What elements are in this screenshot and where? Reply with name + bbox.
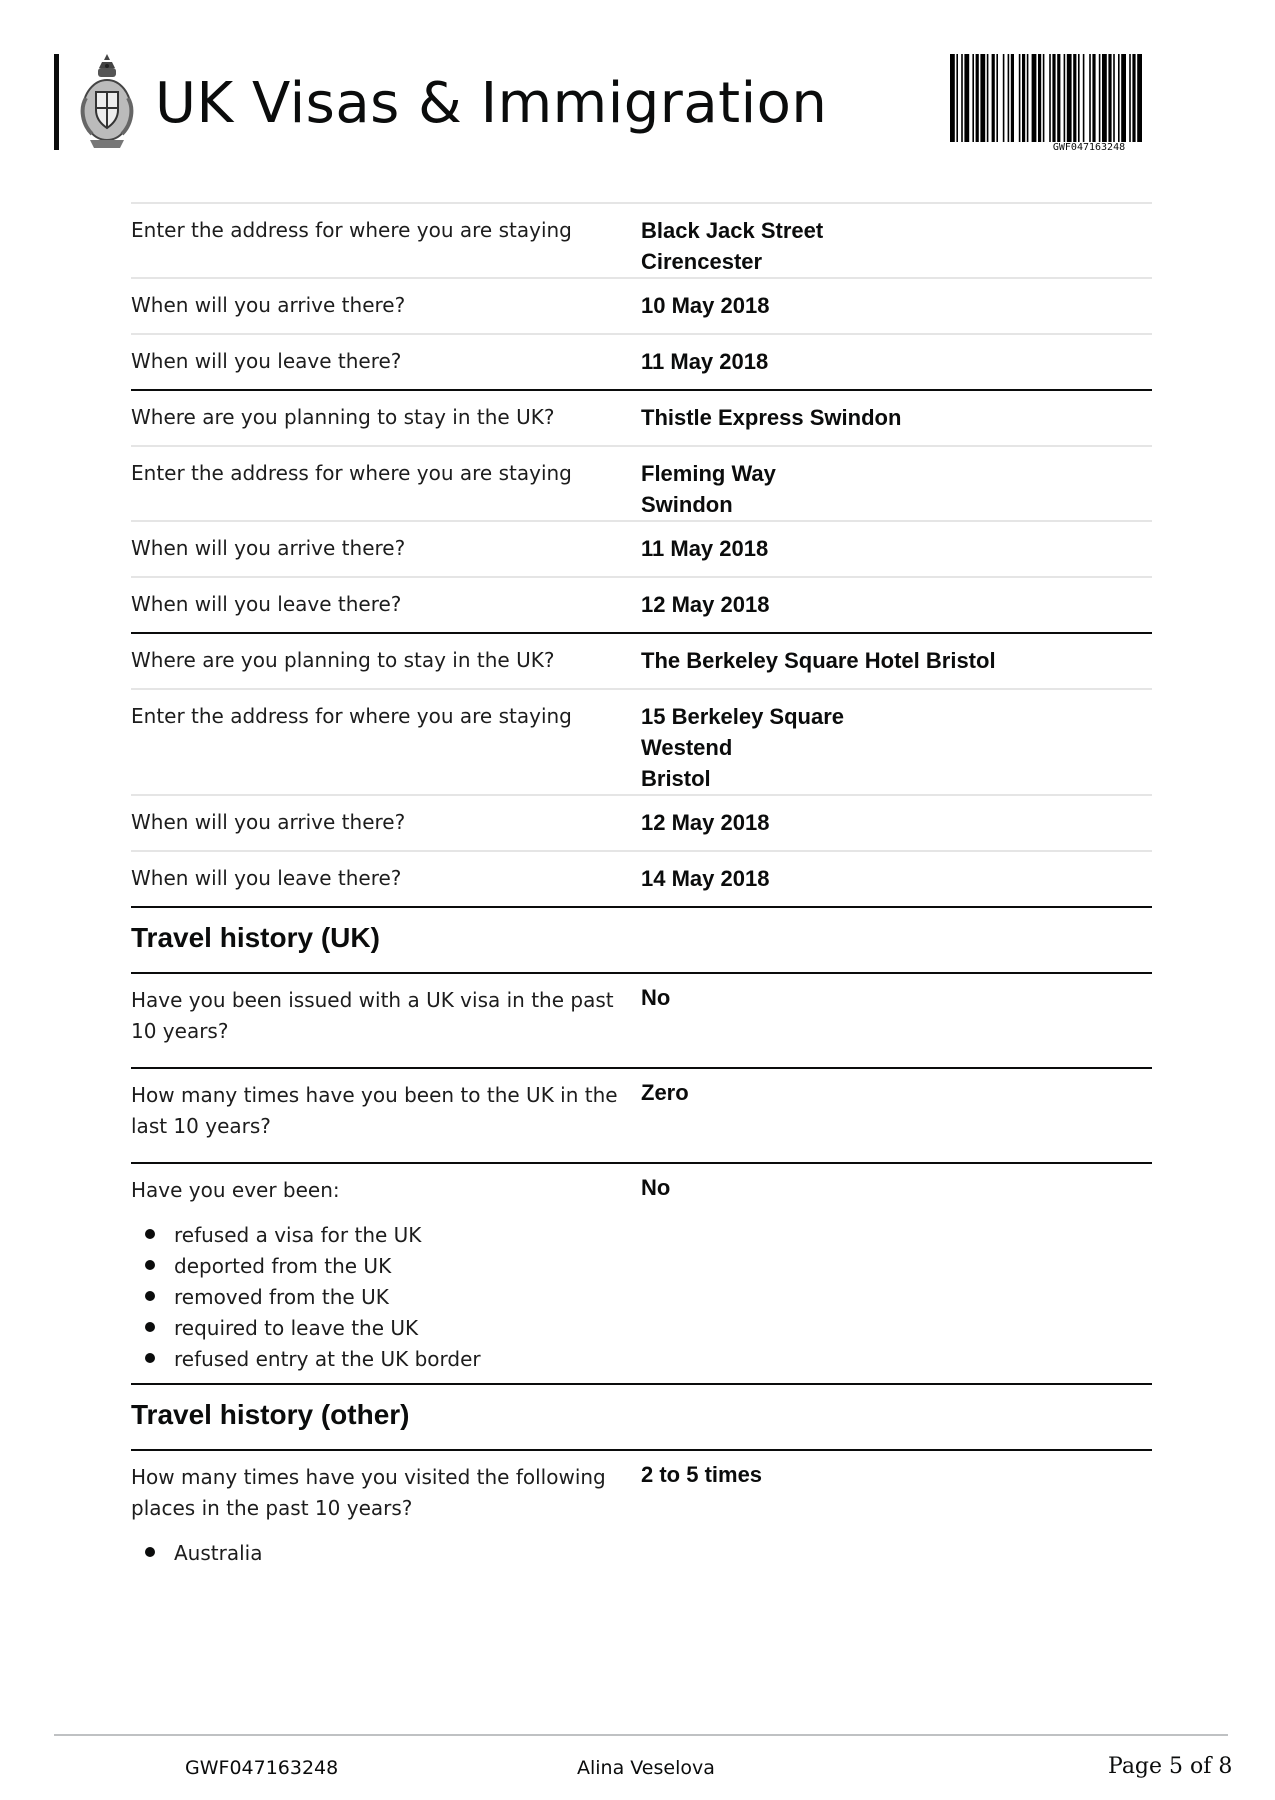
row-spacer [131, 620, 631, 632]
answer-value [641, 279, 1152, 321]
footer-divider [54, 1734, 1228, 1736]
brand-title: UK Visas & Immigration [155, 71, 828, 136]
answer-value [641, 204, 1152, 277]
question-cell [131, 1162, 641, 1206]
question-cell [131, 974, 641, 1047]
answer-value [641, 796, 1152, 838]
barcode-bar [956, 54, 958, 142]
answer-cell [641, 576, 1152, 632]
table-row [131, 277, 1152, 333]
question-label: How many times have you been to the UK in the last 10 years? [131, 1083, 618, 1138]
question-cell [131, 202, 641, 277]
answer-value [641, 522, 1152, 564]
row-spacer [131, 1047, 1152, 1067]
row-spacer [131, 1375, 1152, 1383]
question-label: Have you ever been: [131, 1178, 340, 1202]
barcode-bar [976, 54, 979, 142]
footer-applicant-name: Alina Veselova [577, 1757, 715, 1779]
answer-value [641, 335, 1152, 377]
barcode-bar [1083, 54, 1085, 142]
table-row [131, 1162, 1152, 1206]
barcode-bar [1038, 54, 1041, 142]
barcode-bar [1067, 54, 1072, 142]
answer-line: Swindon [641, 492, 733, 517]
barcode-bar [972, 54, 974, 142]
answer-value [641, 634, 1152, 676]
barcode-bar [1043, 54, 1045, 142]
barcode-bar [1129, 54, 1131, 142]
list-item: refused entry at the UK border [131, 1344, 1152, 1375]
question-label: Enter the address for where you are staying [131, 461, 572, 485]
question-label: When will you leave there? [131, 592, 402, 616]
question-label: How many times have you visited the following places in the past 10 years? [131, 1465, 606, 1520]
answer-cell [641, 974, 1152, 1047]
answer-cell [641, 445, 1152, 520]
answer-value [641, 690, 1152, 794]
answer-line: Thistle Express Swindon [641, 405, 902, 430]
footer-reference: GWF047163248 [185, 1757, 339, 1779]
barcode-bar [950, 54, 955, 142]
question-label: When will you arrive there? [131, 810, 406, 834]
table-row [131, 632, 1152, 688]
barcode-bar [996, 54, 998, 142]
question-label: Enter the address for where you are staying [131, 704, 572, 728]
question-cell [131, 520, 641, 576]
barcode-bar [961, 54, 963, 142]
barcode-bar [1022, 54, 1025, 142]
list-item: refused a visa for the UK [131, 1220, 1152, 1251]
row-spacer [131, 1569, 1152, 1577]
barcode-bar [1132, 54, 1135, 142]
question-label: Enter the address for where you are staying [131, 218, 572, 242]
answer-cell [641, 688, 1152, 794]
table-row [131, 974, 1152, 1047]
question-label: When will you leave there? [131, 349, 402, 373]
row-spacer [131, 377, 631, 389]
answer-line: Cirencester [641, 249, 763, 274]
answer-value: No [641, 985, 671, 1010]
answer-cell [641, 1067, 1152, 1142]
answer-cell [641, 1451, 1152, 1524]
row-spacer [131, 489, 631, 501]
row-spacer [131, 564, 631, 576]
answer-value [641, 852, 1152, 894]
answer-cell [641, 389, 1152, 445]
list-item: Australia [131, 1538, 1152, 1569]
accommodation-section [131, 202, 1152, 906]
question-cell [131, 794, 641, 850]
question-cell [131, 1451, 641, 1524]
section-title-travel-history-other: Travel history (other) [131, 1385, 1152, 1451]
application-content [131, 202, 1152, 1577]
answer-line: 11 May 2018 [641, 349, 769, 374]
table-row [131, 202, 1152, 277]
table-row [131, 389, 1152, 445]
barcode-bar [1032, 54, 1037, 142]
barcode-text: GWF047163248 [1052, 142, 1126, 153]
barcode-bar [1102, 54, 1107, 142]
answer-value: No [641, 1175, 671, 1200]
section-title-travel-history-uk: Travel history (UK) [131, 908, 1152, 974]
barcode-bar [1064, 54, 1066, 142]
answer-cell [641, 632, 1152, 688]
list-item: deported from the UK [131, 1251, 1152, 1282]
question-label: Where are you planning to stay in the UK? [131, 648, 555, 672]
answer-cell [641, 850, 1152, 906]
question-cell [131, 688, 641, 794]
answer-value: 2 to 5 times [641, 1462, 763, 1487]
question-cell [131, 632, 641, 688]
answer-cell [641, 333, 1152, 389]
answer-line: 11 May 2018 [641, 536, 769, 561]
question-cell [131, 1067, 641, 1142]
question-cell [131, 576, 641, 632]
barcode-bar [980, 54, 985, 142]
footer-page-number: Page 5 of 8 [1108, 1754, 1233, 1779]
list-item: required to leave the UK [131, 1313, 1152, 1344]
row-spacer [131, 894, 631, 906]
bullet-list [131, 1538, 1152, 1569]
question-label: When will you arrive there? [131, 536, 406, 560]
barcode-bar [1049, 54, 1051, 142]
table-row [131, 850, 1152, 906]
answer-cell [641, 277, 1152, 333]
answer-line: Bristol [641, 766, 711, 791]
barcode-bar [1089, 54, 1091, 142]
answer-cell [641, 520, 1152, 576]
barcode-bar [1003, 54, 1005, 142]
answer-line: Fleming Way [641, 461, 776, 486]
barcode-bar [1092, 54, 1095, 142]
list-item: removed from the UK [131, 1282, 1152, 1313]
travel-history-uk-section [131, 974, 1152, 1383]
row-spacer [131, 838, 631, 850]
answer-line: 12 May 2018 [641, 810, 770, 835]
header-accent-bar [54, 54, 59, 150]
barcode-bar [1108, 54, 1111, 142]
answer-line: Westend [641, 735, 733, 760]
question-label: When will you arrive there? [131, 293, 406, 317]
row-spacer [131, 321, 631, 333]
barcode-bar [1113, 54, 1115, 142]
question-label: When will you leave there? [131, 866, 402, 890]
row-spacer [131, 676, 631, 688]
bullet-list [131, 1220, 1152, 1375]
question-cell [131, 389, 641, 445]
question-label: Have you been issued with a UK visa in the past 10 years? [131, 988, 614, 1043]
answer-cell [641, 1162, 1152, 1206]
barcode-bar [1057, 54, 1060, 142]
table-row [131, 520, 1152, 576]
barcode-bar [964, 54, 969, 142]
answer-cell [641, 202, 1152, 277]
barcode-bar [1019, 54, 1021, 142]
answer-line: 12 May 2018 [641, 592, 770, 617]
barcode-bar [1073, 54, 1076, 142]
barcode [950, 54, 1228, 142]
table-row [131, 794, 1152, 850]
barcode-bar [1027, 54, 1029, 142]
table-row [131, 1451, 1152, 1524]
answer-line: 14 May 2018 [641, 866, 770, 891]
barcode-bar [1137, 54, 1142, 142]
barcode-bar [1118, 54, 1120, 142]
travel-history-other-section [131, 1451, 1152, 1577]
answer-cell [641, 794, 1152, 850]
question-cell [131, 850, 641, 906]
royal-coat-of-arms-icon [78, 52, 136, 154]
table-row [131, 1067, 1152, 1142]
barcode-bar [1011, 54, 1014, 142]
answer-line: 15 Berkeley Square [641, 704, 845, 729]
answer-line: Black Jack Street [641, 218, 824, 243]
row-spacer [131, 1142, 1152, 1162]
page-header [0, 0, 1275, 160]
row-spacer [131, 246, 631, 258]
answer-value [641, 391, 1152, 433]
barcode-bar [1078, 54, 1080, 142]
answer-value [641, 578, 1152, 620]
question-cell [131, 445, 641, 520]
row-spacer [131, 433, 631, 445]
answer-value [641, 447, 1152, 520]
barcode-bar [1121, 54, 1126, 142]
question-cell [131, 277, 641, 333]
question-cell [131, 333, 641, 389]
table-row [131, 688, 1152, 794]
barcode-bar [1008, 54, 1010, 142]
question-label: Where are you planning to stay in the UK? [131, 405, 555, 429]
row-spacer [131, 732, 631, 744]
barcode-bar [992, 54, 995, 142]
table-row [131, 576, 1152, 632]
barcode-bar [987, 54, 989, 142]
table-row [131, 333, 1152, 389]
table-row [131, 445, 1152, 520]
answer-line: The Berkeley Square Hotel Bristol [641, 648, 996, 673]
barcode-bar [1052, 54, 1055, 142]
answer-line: 10 May 2018 [641, 293, 770, 318]
answer-value: Zero [641, 1080, 689, 1105]
barcode-bar [1099, 54, 1101, 142]
